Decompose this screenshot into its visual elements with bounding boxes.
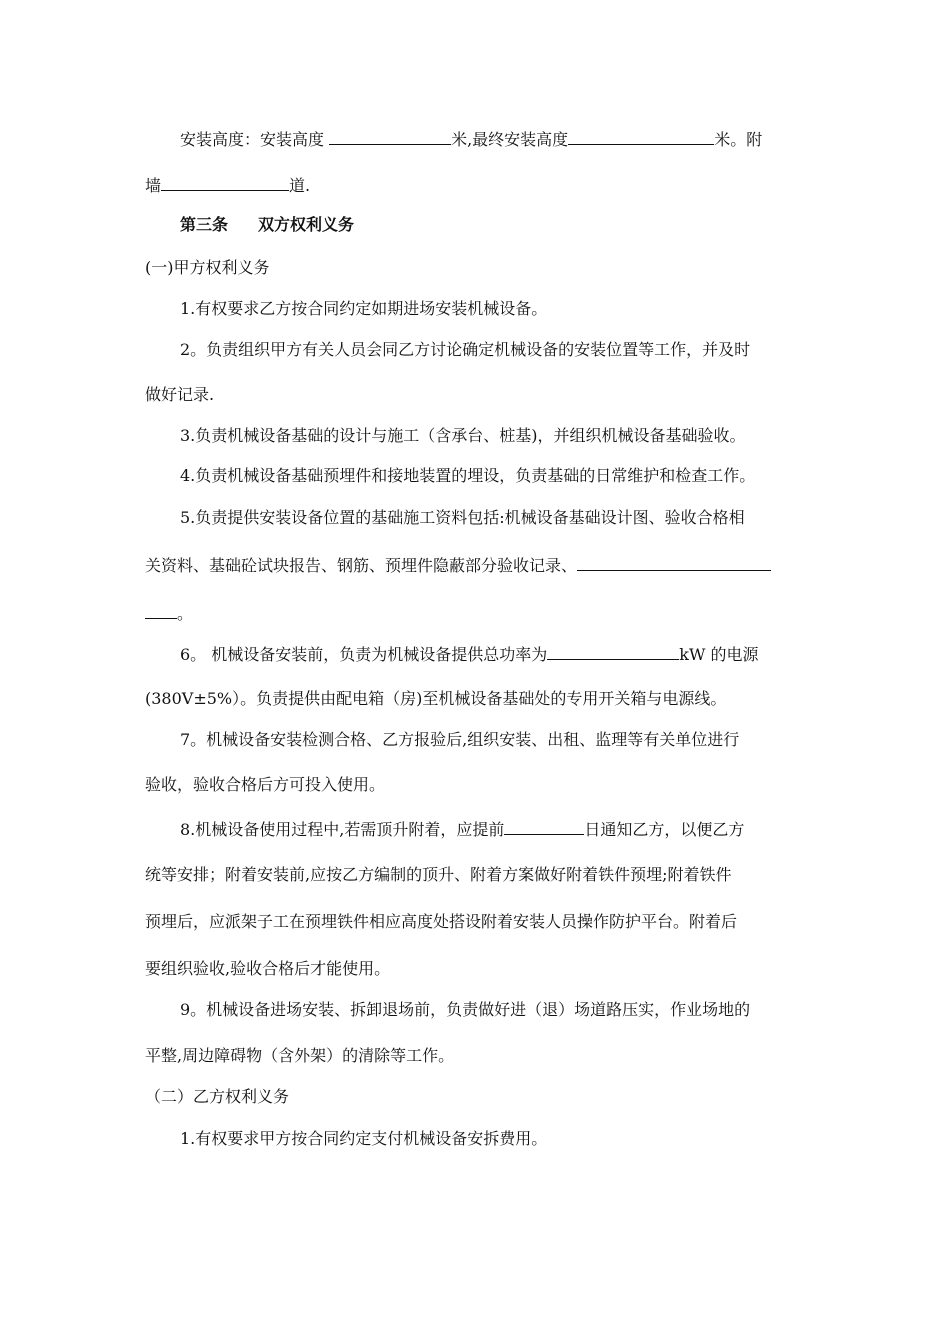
text: 安装高度：安装高度 — [180, 130, 330, 149]
clause-a9-line2: 平整,周边障碍物（含外架）的清除等工作。 — [145, 1046, 455, 1065]
clause-a2-line1: 2。负责组织甲方有关人员会同乙方讨论确定机械设备的安装位置等工作，并及时 — [180, 340, 751, 359]
party-a-heading: (一)甲方权利义务 — [145, 258, 270, 277]
install-height-line — [180, 128, 762, 150]
clause-a7-line1: 7。机械设备安装检测合格、乙方报验后,组织安装、出租、监理等有关单位进行 — [180, 730, 740, 749]
clause-a5-line3 — [145, 602, 193, 624]
text: 8.机械设备使用过程中,若需顶升附着，应提前 — [180, 820, 505, 839]
clause-a5-line2 — [145, 554, 771, 576]
clause-b1: 1.有权要求甲方按合同约定支付机械设备安拆费用。 — [180, 1129, 548, 1148]
party-b-heading: （二）乙方权利义务 — [145, 1087, 290, 1106]
blank-install-height — [329, 128, 451, 145]
blank-wall-count — [161, 174, 289, 191]
blank-power — [547, 643, 679, 660]
text: 米,最终安装高度 — [451, 130, 569, 149]
clause-a1: 1.有权要求乙方按合同约定如期进场安装机械设备。 — [180, 299, 548, 318]
text: 日通知乙方，以便乙方 — [584, 820, 745, 839]
clause-a9-line1: 9。机械设备进场安装、拆卸退场前，负责做好进（退）场道路压实，作业场地的 — [180, 1000, 751, 1019]
clause-a8-line4: 要组织验收,验收合格后才能使用。 — [145, 959, 391, 978]
article-title: 双方权利义务 — [258, 215, 355, 234]
clause-a6-line2: (380V±5%）。负责提供由配电箱（房)至机械设备基础处的专用开关箱与电源线。 — [145, 689, 727, 708]
blank-records — [577, 554, 771, 571]
clause-a7-line2: 验收，验收合格后方可投入使用。 — [145, 775, 386, 794]
text: 关资料、基础砼试块报告、钢筋、预埋件隐蔽部分验收记录、 — [145, 556, 578, 575]
text: 墙 — [145, 176, 162, 195]
clause-a4: 4.负责机械设备基础预埋件和接地装置的埋设，负责基础的日常维护和检查工作。 — [180, 466, 756, 485]
clause-a2-line2: 做好记录. — [145, 385, 215, 404]
clause-a8-line1 — [180, 818, 744, 840]
wall-attach-line — [145, 174, 310, 196]
text: 米。附 — [714, 130, 763, 149]
clause-a8-line2: 统等安排；附着安装前,应按乙方编制的顶升、附着方案做好附着铁件预埋;附着铁件 — [145, 865, 732, 884]
clause-a6-line1 — [180, 643, 759, 665]
text: kW 的电源 — [679, 645, 759, 664]
article-3-heading — [180, 215, 354, 235]
text: 道. — [289, 176, 311, 195]
blank-days — [504, 818, 584, 835]
clause-a3: 3.负责机械设备基础的设计与施工（含承台、桩基)，并组织机械设备基础验收。 — [180, 426, 746, 445]
article-number: 第三条 — [180, 215, 229, 234]
clause-a8-line3: 预埋后，应派架子工在预埋铁件相应高度处搭设附着安装人员操作防护平台。附着后 — [145, 912, 738, 931]
blank-final-height — [568, 128, 714, 145]
blank-records-cont — [145, 602, 177, 619]
text: 6。 机械设备安装前，负责为机械设备提供总功率为 — [180, 645, 548, 664]
text: 。 — [177, 604, 194, 623]
clause-a5-line1: 5.负责提供安装设备位置的基础施工资料包括:机械设备基础设计图、验收合格相 — [180, 508, 745, 527]
